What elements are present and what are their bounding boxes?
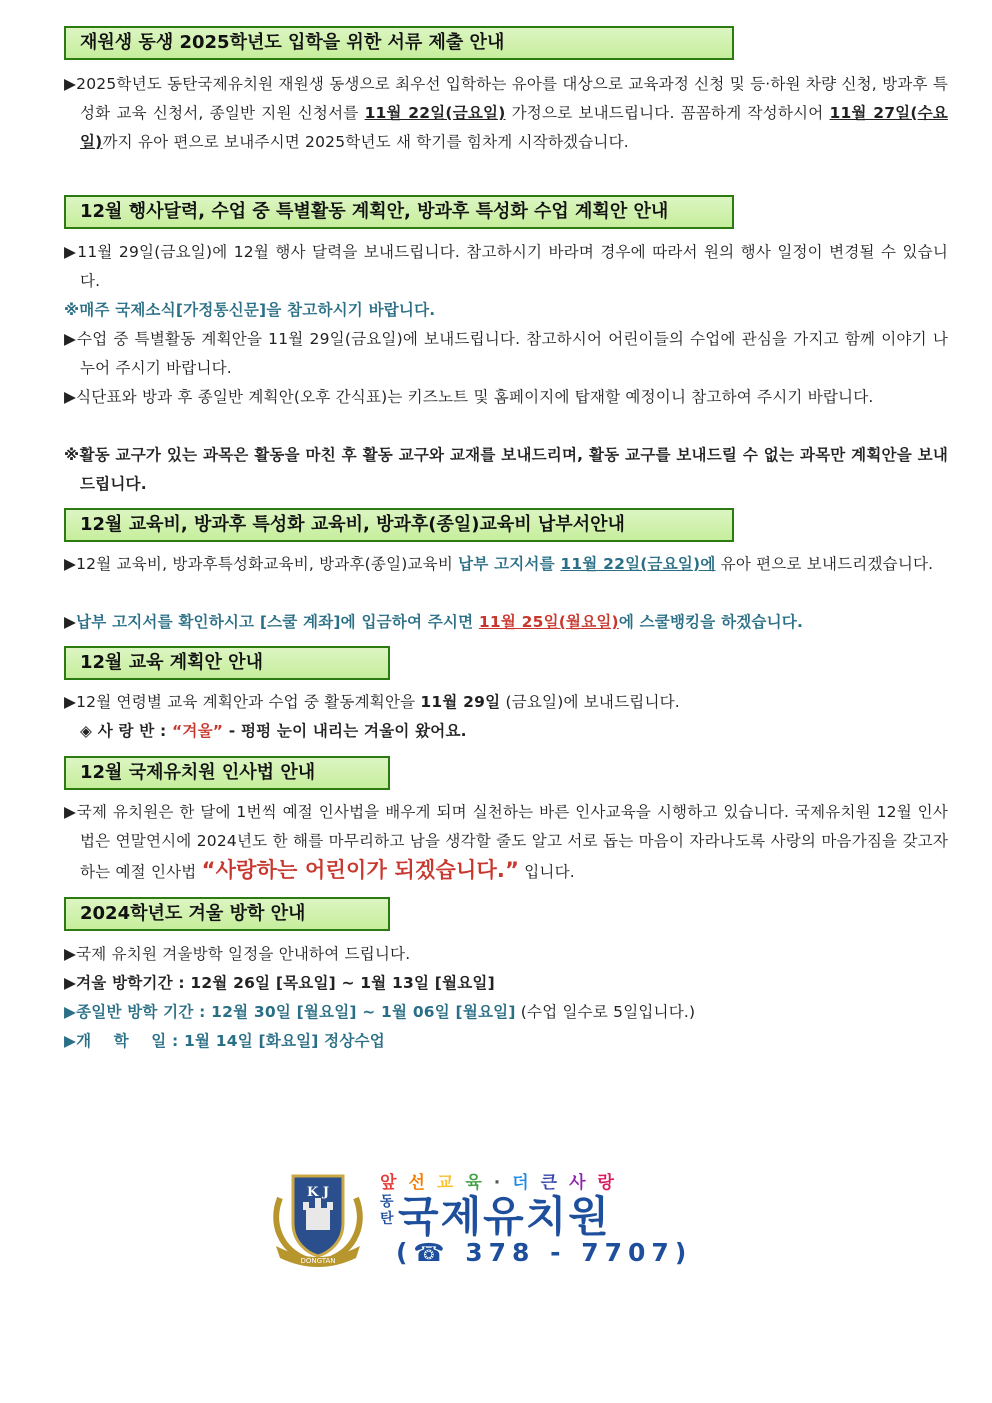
slogan-char: 선 [408, 1173, 437, 1193]
greeting-phrase: “사랑하는 어린이가 되겠습니다.” [201, 858, 520, 882]
plan-paragraph-1 [64, 688, 948, 717]
fees-text-b: 납부 고지서를 [458, 555, 561, 573]
fees-date-notice: 11월 22일(금요일)에 [560, 555, 716, 573]
slogan-char: 육 [465, 1173, 494, 1193]
kindergarten-logo [268, 1168, 693, 1268]
emblem-ribbon: DONGTAN [300, 1257, 336, 1265]
vacation-fullday-note: (수업 일수로 5일입니다.) [515, 1003, 696, 1021]
slogan-char: 더 [512, 1173, 541, 1193]
calendar-paragraph-4: ※활동 교구가 있는 과목은 활동을 마친 후 활동 교구와 교재를 보내드리며, 활동 교구를 보내드릴 수 없는 과목만 계획안을 보내드립니다. [64, 446, 948, 493]
fees-date-bank: 11월 25일(월요일) [478, 613, 619, 631]
vacation-fullday-period: ▶종일반 방학 기간 : 12월 30일 [월요일] ~ 1월 06일 [월요일] [64, 1003, 516, 1021]
calendar-paragraph-1: ▶11월 29일(금요일)에 12월 행사 달력을 보내드립니다. 참고하시기 바라며 경우에 따라서 원의 행사 일정이 변경될 수 있습니다. [64, 243, 948, 290]
plan-class-label: ◈ 사 랑 반 : [80, 722, 173, 740]
enrollment-date-due: 11월 27일(수요일) [80, 104, 948, 151]
calendar-note: ※매주 국제소식[가정통신문]을 참고하시기 바랍니다. [64, 301, 436, 319]
enrollment-date-send: 11월 22일(금요일) [364, 104, 506, 122]
section-title-fees: 12월 교육비, 방과후 특성화 교육비, 방과후(종일)교육비 납부서안내 [64, 508, 734, 542]
enrollment-text-a: ▶2025학년도 동탄국제유치원 재원생 동생으로 최우선 입학하는 유아를 대상으로 교육과정 신청 및 등·하원 차량 신청, 방과후 특성화 교육 신청서, 종일반 지원 신청서를 [64, 75, 948, 122]
logo-small-1: 동 [380, 1194, 394, 1210]
emblem-icon [268, 1168, 368, 1268]
fees-paragraph-1 [64, 550, 948, 579]
section-title-vacation: 2024학년도 겨울 방학 안내 [64, 897, 390, 931]
enrollment-text-b: 가정으로 보내드립니다. 꼼꼼하게 작성하시어 [505, 104, 830, 122]
fees-paragraph-2 [64, 608, 948, 637]
slogan-char: 앞 [380, 1173, 409, 1193]
vacation-period: ▶겨울 방학기간 : 12월 26일 [목요일] ~ 1월 13일 [월요일] [64, 974, 495, 992]
plan-date: 11월 29일 [420, 693, 501, 711]
logo-phone: (☎ 378 - 7707) [396, 1238, 693, 1267]
plan-paragraph-2 [80, 717, 932, 746]
section-title-calendar: 12월 행사달력, 수업 중 특별활동 계획안, 방과후 특성화 수업 계획안 안내 [64, 195, 734, 229]
fees-text-d: 유아 편으로 보내드리겠습니다. [715, 555, 934, 573]
enrollment-paragraph [64, 70, 948, 157]
greeting-text-c: 입니다. [519, 863, 575, 881]
fees-text-pay: 납부 고지서를 확인하시고 [스쿨 계좌]에 입금하여 주시면 [76, 613, 479, 631]
calendar-paragraph-2: ▶수업 중 특별활동 계획안을 11월 29일(금요일)에 보내드립니다. 참고하시어 어린이들의 수업에 관심을 가지고 함께 이야기 나누어 주시기 바랍니다. [64, 330, 948, 377]
slogan-char: · [493, 1173, 513, 1193]
slogan-char: 랑 [597, 1173, 626, 1193]
fees-bullet: ▶ [64, 613, 77, 631]
greeting-text-a: ▶국제 유치원은 한 달에 1번씩 예절 인사법을 배우게 되며 실천하는 바른 인사교육을 시행하고 있습니다. 국제유치원 12월 인사법은 연말연시에 2024년도 한 해를 마무리하고 남을 생각할 줄도 알고 서로 돕는 마음이 자라나도록 사랑의 마음가짐을 갖고자 하는 예절 인사법 [64, 803, 948, 881]
calendar-paragraph-3: ▶식단표와 방과 후 종일반 계획안(오후 간식표)는 키즈노트 및 홈페이지에 탑재할 예정이니 참고하여 주시기 바랍니다. [64, 388, 874, 406]
vacation-paragraph-1: ▶국제 유치원 겨울방학 일정을 안내하여 드립니다. [64, 945, 411, 963]
slogan-char: 사 [569, 1173, 598, 1193]
plan-theme: “겨울” [172, 722, 224, 740]
section-title-greeting: 12월 국제유치원 인사법 안내 [64, 756, 390, 790]
logo-small-2: 탄 [380, 1211, 394, 1227]
emblem-letters: K J [307, 1185, 329, 1200]
plan-text-a: ▶12월 연령별 교육 계획안과 수업 중 활동계획안을 [64, 693, 421, 711]
slogan-char: 큰 [540, 1173, 570, 1193]
vacation-reopen: ▶개 학 일 : 1월 14일 [화요일] 정상수업 [64, 1032, 385, 1050]
fees-text-end: 에 스쿨뱅킹을 하겠습니다. [618, 613, 804, 631]
vacation-fullday [64, 998, 948, 1027]
greeting-paragraph [64, 798, 948, 887]
section-title-enrollment: 재원생 동생 2025학년도 입학을 위한 서류 제출 안내 [64, 26, 734, 60]
logo-small-text [380, 1194, 394, 1228]
slogan-char: 교 [436, 1173, 466, 1193]
fees-text-a: ▶12월 교육비, 방과후특성화교육비, 방과후(종일)교육비 [64, 555, 459, 573]
logo-name: 국제유치원 [398, 1192, 611, 1241]
enrollment-text-c: 까지 유아 편으로 보내주시면 2025학년도 새 학기를 힘차게 시작하겠습니다. [102, 133, 629, 151]
plan-theme-desc: - 펑펑 눈이 내리는 겨울이 왔어요. [223, 722, 467, 740]
section-title-plan: 12월 교육 계획안 안내 [64, 646, 390, 680]
plan-text-c: (금요일)에 보내드립니다. [500, 693, 680, 711]
